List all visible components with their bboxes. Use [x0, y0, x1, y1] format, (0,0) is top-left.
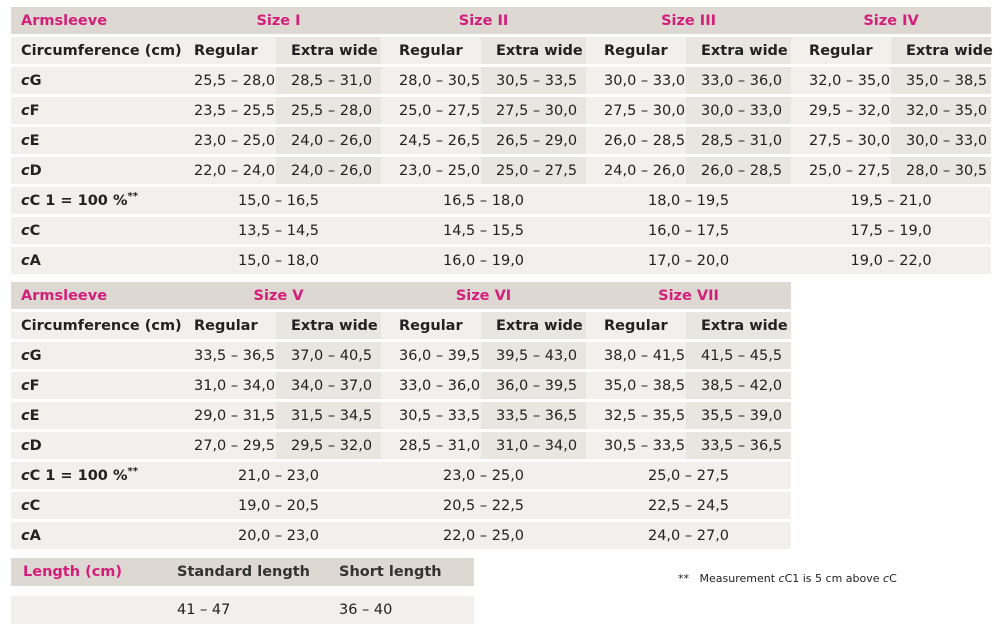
table-cell: 30,5 – 33,5 — [481, 67, 586, 94]
table-cell: 15,0 – 18,0 — [176, 247, 381, 274]
table-cell: 13,5 – 14,5 — [176, 217, 381, 244]
table-cell: 25,5 – 28,0 — [176, 67, 276, 94]
table-cell: 16,0 – 19,0 — [381, 247, 586, 274]
length-title: Length (cm) — [11, 558, 169, 586]
table-cell: 23,0 – 25,0 — [176, 127, 276, 154]
table2-row-label: cA — [11, 522, 176, 549]
footnote-ref: ** — [127, 465, 138, 477]
table-cell: 23,5 – 25,5 — [176, 97, 276, 124]
measure-prefix: c — [21, 192, 30, 209]
table-cell: 22,0 – 24,0 — [176, 157, 276, 184]
measure-prefix: c — [21, 162, 30, 179]
table-cell: 36,0 – 39,5 — [481, 372, 586, 399]
table-cell: 26,0 – 28,5 — [686, 157, 791, 184]
measure-prefix: c — [21, 527, 30, 544]
table-cell: 16,0 – 17,5 — [586, 217, 791, 244]
table2-title: Armsleeve — [11, 282, 176, 309]
table1-row-cE — [11, 127, 991, 154]
footnote-ref: ** — [127, 190, 138, 202]
table-cell: 24,0 – 27,0 — [586, 522, 791, 549]
table1-row-label: cF — [11, 97, 176, 124]
table-cell: 27,5 – 30,0 — [586, 97, 686, 124]
table2-row-cC — [11, 492, 791, 519]
table-cell: 38,5 – 42,0 — [686, 372, 791, 399]
table-cell: 16,5 – 18,0 — [381, 187, 586, 214]
measure-prefix: c — [21, 132, 30, 149]
table2-size-header-2: Size VI — [381, 282, 586, 309]
table1-size-header-2: Size II — [381, 7, 586, 34]
table-cell: 37,0 – 40,5 — [276, 342, 381, 369]
size-table-2 — [11, 279, 791, 552]
table2-row-cF — [11, 372, 791, 399]
table-cell: 20,5 – 22,5 — [381, 492, 586, 519]
table1-extra-wide-header: Extra wide — [276, 37, 381, 64]
table2-circumference-label: Circumference (cm) — [11, 312, 176, 339]
table2-regular-header: Regular — [586, 312, 686, 339]
table-cell: 24,0 – 26,0 — [276, 157, 381, 184]
table-cell: 29,5 – 32,0 — [276, 432, 381, 459]
table-cell: 32,5 – 35,5 — [586, 402, 686, 429]
table-cell: 33,0 – 36,0 — [686, 67, 791, 94]
table1-size-header-1: Size I — [176, 7, 381, 34]
table-cell: 19,0 – 22,0 — [791, 247, 991, 274]
table-cell: 35,0 – 38,5 — [586, 372, 686, 399]
length-value-row — [11, 596, 474, 624]
table-cell: 25,0 – 27,5 — [791, 157, 891, 184]
table-cell: 22,0 – 25,0 — [381, 522, 586, 549]
length-table — [11, 555, 474, 627]
table1-row-cC — [11, 217, 991, 244]
table-cell: 25,0 – 27,5 — [586, 462, 791, 489]
table-cell: 41,5 – 45,5 — [686, 342, 791, 369]
measure-prefix: c — [21, 407, 30, 424]
table2-extra-wide-header: Extra wide — [686, 312, 791, 339]
table-cell: 27,0 – 29,5 — [176, 432, 276, 459]
table-cell: 31,5 – 34,5 — [276, 402, 381, 429]
table2-row-label: cC — [11, 492, 176, 519]
table-cell: 18,0 – 19,5 — [586, 187, 791, 214]
measure-prefix: c — [883, 572, 890, 585]
measure-prefix: c — [21, 377, 30, 394]
table-cell: 30,0 – 33,0 — [586, 67, 686, 94]
table1-regular-header: Regular — [176, 37, 276, 64]
table1-circumference-label: Circumference (cm) — [11, 37, 176, 64]
table1-row-cA — [11, 247, 991, 274]
size-table-1 — [11, 4, 991, 277]
table1-row-label: cC — [11, 217, 176, 244]
table1-subheader-row — [11, 37, 991, 64]
measure-prefix: c — [21, 347, 30, 364]
table-cell: 21,0 – 23,0 — [176, 462, 381, 489]
table1-row-cC-1-100- — [11, 187, 991, 214]
table-cell: 31,0 – 34,0 — [481, 432, 586, 459]
table-cell: 30,0 – 33,0 — [891, 127, 991, 154]
measure-prefix: c — [21, 467, 30, 484]
table-cell: 25,0 – 27,5 — [481, 157, 586, 184]
short-length-value: 36 – 40 — [331, 596, 474, 624]
table-cell: 34,0 – 37,0 — [276, 372, 381, 399]
table-cell: 20,0 – 23,0 — [176, 522, 381, 549]
table1-title: Armsleeve — [11, 7, 176, 34]
table2-row-cD — [11, 432, 791, 459]
table1-regular-header: Regular — [791, 37, 891, 64]
table-cell: 32,0 – 35,0 — [891, 97, 991, 124]
table-cell: 29,0 – 31,5 — [176, 402, 276, 429]
table1-row-label: cG — [11, 67, 176, 94]
table2-subheader-row — [11, 312, 791, 339]
table-cell: 33,0 – 36,0 — [381, 372, 481, 399]
table1-header-row — [11, 7, 991, 34]
table-cell: 39,5 – 43,0 — [481, 342, 586, 369]
table-cell: 26,0 – 28,5 — [586, 127, 686, 154]
table-cell: 27,5 – 30,0 — [481, 97, 586, 124]
table-cell: 26,5 – 29,0 — [481, 127, 586, 154]
table2-extra-wide-header: Extra wide — [481, 312, 586, 339]
table-cell: 17,0 – 20,0 — [586, 247, 791, 274]
table-cell: 38,0 – 41,5 — [586, 342, 686, 369]
table2-size-header-3: Size VII — [586, 282, 791, 309]
table2-row-cA — [11, 522, 791, 549]
table-cell: 15,0 – 16,5 — [176, 187, 381, 214]
table-cell: 23,0 – 25,0 — [381, 462, 586, 489]
footnote-text: Measurement cC1 is 5 cm above cC — [699, 572, 897, 585]
table-cell: 28,0 – 30,5 — [891, 157, 991, 184]
short-length-header: Short length — [331, 558, 474, 586]
table1-size-header-3: Size III — [586, 7, 791, 34]
table1-extra-wide-header: Extra wide — [481, 37, 586, 64]
table-cell: 19,0 – 20,5 — [176, 492, 381, 519]
table-cell: 27,5 – 30,0 — [791, 127, 891, 154]
table2-row-label: cC 1 = 100 %** — [11, 462, 176, 489]
table-cell: 36,0 – 39,5 — [381, 342, 481, 369]
table1-extra-wide-header: Extra wide — [686, 37, 791, 64]
measure-prefix: c — [21, 72, 30, 89]
table1-row-label: cC 1 = 100 %** — [11, 187, 176, 214]
table2-row-label: cG — [11, 342, 176, 369]
table1-row-cG — [11, 67, 991, 94]
footnote-marker: ** — [678, 572, 689, 585]
table-cell: 32,0 – 35,0 — [791, 67, 891, 94]
table2-header-row — [11, 282, 791, 309]
table-cell: 35,5 – 39,0 — [686, 402, 791, 429]
table2-row-cC-1-100- — [11, 462, 791, 489]
table1-extra-wide-header: Extra wide — [891, 37, 991, 64]
length-header-row — [11, 558, 474, 586]
table2-extra-wide-header: Extra wide — [276, 312, 381, 339]
table2-row-label: cF — [11, 372, 176, 399]
table2-row-label: cE — [11, 402, 176, 429]
table-cell: 25,5 – 28,0 — [276, 97, 381, 124]
table1-row-cF — [11, 97, 991, 124]
footnote — [678, 572, 897, 585]
table-cell: 33,5 – 36,5 — [686, 432, 791, 459]
measure-prefix: c — [21, 497, 30, 514]
measure-prefix: c — [21, 252, 30, 269]
measure-prefix: c — [778, 572, 785, 585]
table2-row-label: cD — [11, 432, 176, 459]
table-cell: 24,5 – 26,5 — [381, 127, 481, 154]
table1-regular-header: Regular — [586, 37, 686, 64]
table1-size-header-4: Size IV — [791, 7, 991, 34]
measure-prefix: c — [21, 437, 30, 454]
table-cell: 35,0 – 38,5 — [891, 67, 991, 94]
table2-row-cG — [11, 342, 791, 369]
measure-prefix: c — [21, 222, 30, 239]
table-cell: 28,5 – 31,0 — [686, 127, 791, 154]
table-cell: 33,5 – 36,5 — [176, 342, 276, 369]
table2-regular-header: Regular — [381, 312, 481, 339]
table2-row-cE — [11, 402, 791, 429]
table-cell: 28,5 – 31,0 — [381, 432, 481, 459]
table1-row-label: cD — [11, 157, 176, 184]
table-cell: 24,0 – 26,0 — [586, 157, 686, 184]
table1-row-label: cA — [11, 247, 176, 274]
table-cell: 28,0 – 30,5 — [381, 67, 481, 94]
standard-length-value: 41 – 47 — [169, 596, 331, 624]
length-empty-cell — [11, 596, 169, 624]
table-cell: 17,5 – 19,0 — [791, 217, 991, 244]
table2-regular-header: Regular — [176, 312, 276, 339]
table-cell: 30,0 – 33,0 — [686, 97, 791, 124]
table-cell: 23,0 – 25,0 — [381, 157, 481, 184]
table-cell: 30,5 – 33,5 — [586, 432, 686, 459]
table-cell: 19,5 – 21,0 — [791, 187, 991, 214]
table1-row-label: cE — [11, 127, 176, 154]
measure-prefix: c — [21, 102, 30, 119]
table2-size-header-1: Size V — [176, 282, 381, 309]
table-cell: 31,0 – 34,0 — [176, 372, 276, 399]
table-cell: 29,5 – 32,0 — [791, 97, 891, 124]
table-cell: 28,5 – 31,0 — [276, 67, 381, 94]
standard-length-header: Standard length — [169, 558, 331, 586]
table1-regular-header: Regular — [381, 37, 481, 64]
table-cell: 24,0 – 26,0 — [276, 127, 381, 154]
table-cell: 33,5 – 36,5 — [481, 402, 586, 429]
table-cell: 30,5 – 33,5 — [381, 402, 481, 429]
table1-row-cD — [11, 157, 991, 184]
table-cell: 14,5 – 15,5 — [381, 217, 586, 244]
table-cell: 22,5 – 24,5 — [586, 492, 791, 519]
table-cell: 25,0 – 27,5 — [381, 97, 481, 124]
